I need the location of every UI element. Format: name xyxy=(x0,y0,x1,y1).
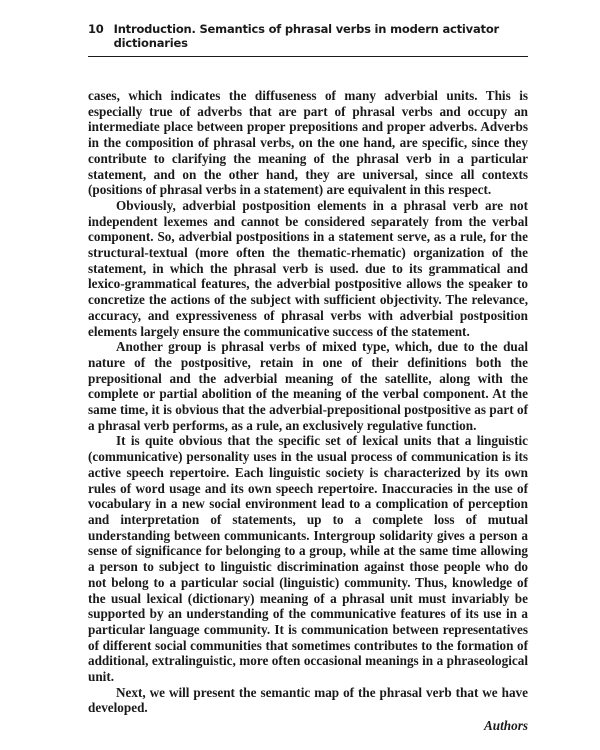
page-number: 10 xyxy=(88,22,104,36)
paragraph-5: Next, we will present the semantic map of the phrasal verb that we have developed. xyxy=(88,684,528,716)
book-page xyxy=(88,22,528,734)
running-header xyxy=(88,22,528,57)
paragraph-1: cases, which indicates the diffuseness of many adverbial units. This is especially true of adverbs that are part of phrasal verbs and occupy an intermediate place between proper prepositions and proper adverbs. Adverbs in the composition of phrasal verbs, on the one hand, are specific, since they contribute to clarifying the meaning of the phrasal verb in a particular statement, and on the other hand, they are universal, since all contexts (positions of phrasal verbs in a statement) are equivalent in this respect. xyxy=(88,88,528,198)
paragraph-3: Another group is phrasal verbs of mixed type, which, due to the dual nature of the postpositive, retain in one of their definitions both the prepositional and the adverbial meaning of the satellite, along with the complete or partial abolition of the meaning of the verbal component. At the same time, it is obvious that the adverbial-prepositional postpositive as part of a phrasal verb performs, as a rule, an exclusively regulative function. xyxy=(88,339,528,433)
authors-signature: Authors xyxy=(484,718,528,734)
paragraph-4: It is quite obvious that the specific set of lexical units that a linguistic (communicative) personality uses in the usual process of communication is its active speech repertoire. Each linguistic society is characterized by its own rules of word usage and its own speech repertoire. Inaccuracies in the use of vocabulary in a new social environment lead to a complication of perception and interpretation of statements, up to a complete loss of mutual understanding between communicants. Intergroup solidarity gives a person a sense of significance for belonging to a group, while at the same time allowing a person to subject to linguistic discrimination against those people who do not belong to a particular social (linguistic) community. Thus, knowledge of the usual lexical (dictionary) meaning of a phrasal unit must invariably be supported by an understanding of the communicative features of its use in a particular language community. It is communication between representatives of different social communities that sometimes contributes to the formation of additional, extralinguistic, more often occasional meanings in a phraseological unit. xyxy=(88,433,528,685)
running-header-title: Introduction. Semantics of phrasal verbs in modern activator dictionaries xyxy=(113,22,500,50)
paragraph-2: Obviously, adverbial postposition elements in a phrasal verb are not independent lexemes and cannot be considered separately from the verbal component. So, adverbial postpositions in a statement serve, as a rule, for the structural-textual (more often the thematic-rhematic) organization of the statement, in which the phrasal verb is used. due to its grammatical and lexico-grammatical features, the adverbial postpositive allows the speaker to concretize the actions of the subject with sufficient objectivity. The relevance, accuracy, and expressiveness of phrasal verbs with adverbial postposition elements largely ensure the communicative success of the statement. xyxy=(88,197,528,339)
body-text xyxy=(88,88,528,716)
